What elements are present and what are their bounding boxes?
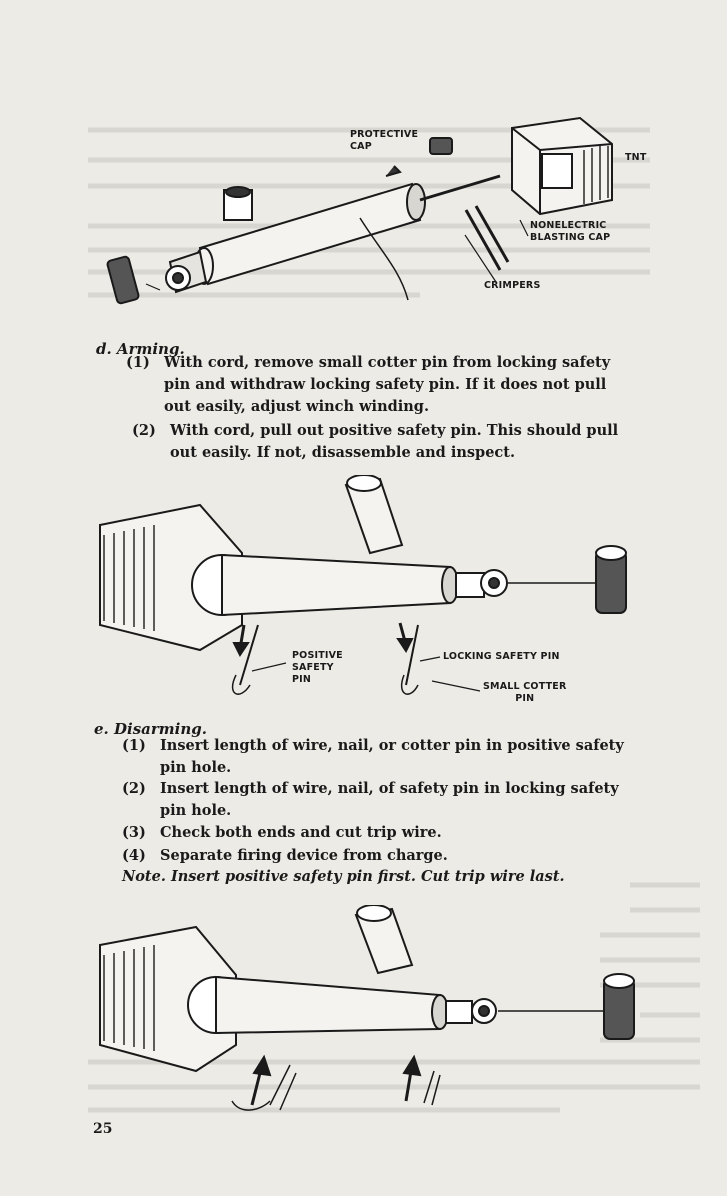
label-nonelectric-blasting-cap: NONELECTRIC BLASTING CAP [530,220,611,243]
arming-step-2 [132,420,672,464]
step-line: Check both ends and cut trip wire. [160,824,442,841]
arming-heading: d. Arming. [96,340,185,358]
disarming-heading: e. Disarming. [94,720,207,738]
step-line: pin hole. [160,759,232,776]
label-protective-cap: PROTECTIVE CAP [350,129,419,152]
arming-step-1 [126,352,666,418]
figure-disarming-assembly [0,905,727,1135]
label-locking-safety-pin: LOCKING SAFETY PIN [443,651,560,662]
figure-arming-assembly [0,0,727,340]
step-number: (1) [122,737,146,754]
step-line: Insert length of wire, nail, of safety pin in locking safety [160,780,619,797]
step-number: (1) [126,354,150,371]
disarming-step-2 [122,778,682,822]
step-line: Separate firing device from charge. [160,847,448,864]
step-line: With cord, remove small cotter pin from locking safety [164,354,611,371]
step-line: out easily. If not, disassemble and inspect. [170,444,515,461]
step-number: (4) [122,847,146,864]
step-line: With cord, pull out positive safety pin. This should pull [170,422,619,439]
step-number: (2) [122,780,146,797]
step-line: Insert length of wire, nail, or cotter pin in positive safety [160,737,624,754]
label-small-cotter-pin: SMALL COTTER PIN [483,681,567,704]
step-line: pin and withdraw locking safety pin. If it does not pull [164,376,607,393]
step-number: (3) [122,824,146,841]
step-line: out easily, adjust winch winding. [164,398,429,415]
figure-safety-pins [0,475,727,715]
disarming-step-3 [122,822,682,844]
disarming-step-1 [122,735,682,779]
label-crimpers: CRIMPERS [484,280,541,291]
disarming-step-4 [122,845,682,867]
disarming-note: Note. Insert positive safety pin first. Cut trip wire last. [122,868,565,885]
page-number: 25 [93,1121,113,1137]
label-positive-safety-pin: POSITIVE SAFETY PIN [292,650,343,685]
label-tnt: TNT [625,152,647,163]
step-line: pin hole. [160,802,232,819]
step-number: (2) [132,422,156,439]
